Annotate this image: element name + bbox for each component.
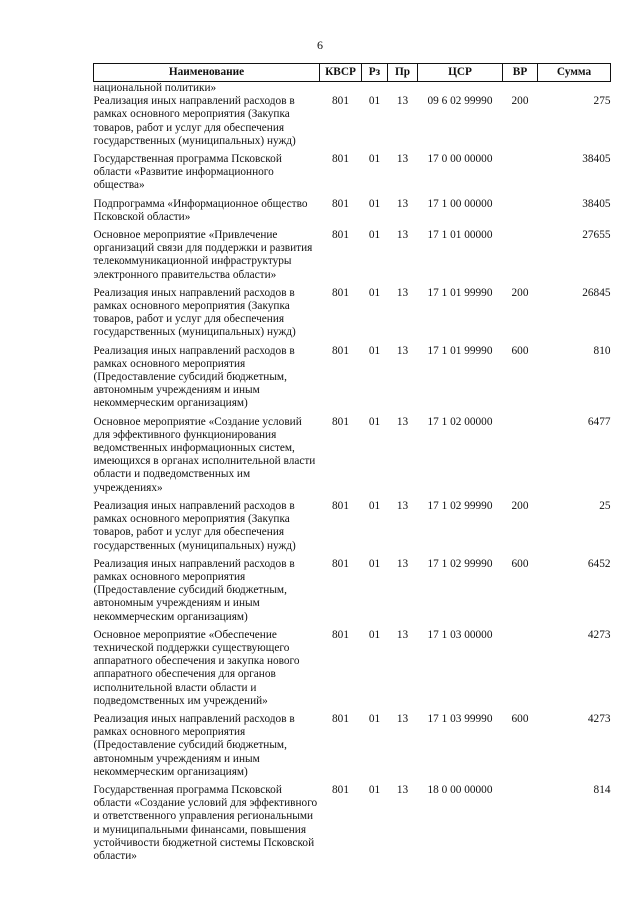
row-name: Основное мероприятие «Создание условий для эффективного функционирования ведомственных информационных систем, имеющихся в органах исполнительной власти области и подведомственных им учреждениях» (93, 415, 316, 494)
row-name: Реализация иных направлений расходов в рамках основного мероприятия (Закупка товаров, работ и услуг для обеспечения государственных (муниципальных) нужд) (93, 499, 296, 552)
row-name: Реализация иных направлений расходов в рамках основного мероприятия (Предоставление субсидий бюджетным, автономным учреждениям и иным некоммерческим организациям) (93, 712, 295, 778)
row-sum: 38405 (582, 197, 611, 210)
page-number: 6 (317, 38, 323, 52)
table-row (94, 713, 611, 784)
row-pr: 13 (396, 344, 409, 357)
row-pr: 13 (396, 95, 409, 108)
row-rz: 01 (368, 557, 381, 570)
row-csr (418, 82, 503, 96)
row-csr: 17 1 02 99990 (427, 557, 493, 570)
row-vr: 600 (511, 557, 529, 570)
row-sum: 814 (593, 783, 611, 796)
row-vr: 600 (511, 712, 529, 725)
row-csr: 17 1 01 00000 (427, 229, 493, 242)
budget-table (93, 63, 611, 868)
header-name: Наименование (94, 64, 320, 82)
row-vr: 200 (511, 95, 529, 108)
row-rz: 01 (368, 712, 381, 725)
row-sum: 4273 (587, 712, 611, 725)
row-name: Реализация иных направлений расходов в рамках основного мероприятия (Предоставление субсидий бюджетным, автономным учреждениям и иным некоммерческим организациям) (93, 344, 295, 410)
row-csr: 17 0 00 00000 (427, 153, 493, 166)
row-sum: 25 (599, 499, 611, 512)
table-row (94, 784, 611, 868)
row-sum: 6477 (587, 415, 611, 428)
row-rz: 01 (368, 95, 381, 108)
row-kvsr: 801 (332, 286, 349, 299)
row-name: Основное мероприятие «Привлечение организаций связи для поддержки и развития телекоммуникационной инфраструктуры электронного правительства области» (93, 229, 313, 281)
table-row (94, 229, 611, 287)
row-kvsr: 801 (332, 153, 349, 166)
row-name: Реализация иных направлений расходов в рамках основного мероприятия (Закупка товаров, работ и услуг для обеспечения государственных (муниципальных) нужд) (93, 95, 296, 147)
row-vr (503, 153, 538, 198)
row-name: Государственная программа Псковской области «Развитие информационного общества» (93, 153, 282, 192)
row-csr: 17 1 03 99990 (427, 712, 493, 725)
table-row (94, 558, 611, 629)
row-pr: 13 (396, 415, 409, 428)
row-pr: 13 (396, 712, 409, 725)
row-rz: 01 (368, 286, 381, 299)
row-csr: 17 1 00 00000 (427, 197, 493, 210)
row-vr (503, 629, 538, 713)
row-pr: 13 (396, 783, 409, 796)
row-rz: 01 (368, 415, 381, 428)
row-vr: 600 (511, 344, 529, 357)
row-name: национальной политики» (93, 82, 217, 94)
row-kvsr: 801 (332, 628, 349, 641)
row-kvsr: 801 (332, 415, 349, 428)
row-rz (362, 82, 388, 96)
row-kvsr: 801 (332, 499, 349, 512)
row-name: Реализация иных направлений расходов в рамках основного мероприятия (Закупка товаров, работ и услуг для обеспечения государственных (муниципальных) нужд) (93, 286, 296, 339)
row-csr: 17 1 02 99990 (427, 499, 493, 512)
row-kvsr (320, 82, 362, 96)
row-csr: 09 6 02 99990 (427, 95, 493, 108)
header-pr: Пр (388, 64, 418, 82)
table-header-row (94, 64, 611, 82)
table-row (94, 82, 611, 96)
header-sum: Сумма (538, 64, 611, 82)
row-vr: 200 (511, 286, 529, 299)
row-vr (503, 198, 538, 229)
header-kvsr: КВСР (320, 64, 362, 82)
table-row (94, 416, 611, 500)
row-kvsr: 801 (332, 557, 349, 570)
row-csr: 17 1 01 99990 (427, 344, 493, 357)
row-pr: 13 (396, 286, 409, 299)
header-vr: ВР (503, 64, 538, 82)
row-kvsr: 801 (332, 95, 349, 108)
row-pr: 13 (396, 557, 409, 570)
row-pr: 13 (396, 197, 409, 210)
row-sum: 38405 (582, 153, 611, 166)
row-vr (503, 416, 538, 500)
row-pr: 13 (396, 499, 409, 512)
row-pr (388, 82, 418, 96)
row-csr: 17 1 02 00000 (427, 415, 493, 428)
row-kvsr: 801 (332, 712, 349, 725)
table-row (94, 345, 611, 416)
row-rz: 01 (368, 197, 381, 210)
row-csr: 18 0 00 00000 (427, 783, 493, 796)
row-vr (503, 229, 538, 287)
row-csr: 17 1 01 99990 (427, 286, 493, 299)
row-pr: 13 (396, 628, 409, 641)
row-vr: 200 (511, 499, 529, 512)
header-rz: Рз (362, 64, 388, 82)
table-row (94, 287, 611, 345)
row-kvsr: 801 (332, 344, 349, 357)
table-row (94, 500, 611, 558)
row-sum (538, 82, 611, 96)
row-rz: 01 (368, 344, 381, 357)
row-name: Государственная программа Псковской области «Создание условий для эффективного и ответственного управления региональными и муниципальными финансами, повышения устойчивости бюджетной системы Псковской области» (93, 783, 318, 862)
table-row (94, 198, 611, 229)
table-row (94, 629, 611, 713)
row-rz: 01 (368, 628, 381, 641)
row-kvsr: 801 (332, 197, 349, 210)
row-sum: 810 (593, 344, 611, 357)
row-pr: 13 (396, 153, 409, 166)
row-sum: 26845 (582, 286, 611, 299)
row-sum: 6452 (587, 557, 611, 570)
row-sum: 4273 (587, 628, 611, 641)
row-pr: 13 (396, 229, 409, 242)
table-row (94, 153, 611, 198)
row-csr: 17 1 03 00000 (427, 628, 493, 641)
row-name: Подпрограмма «Информационное общество Псковской области» (93, 197, 308, 223)
row-rz: 01 (368, 153, 381, 166)
row-sum: 275 (593, 95, 611, 108)
row-rz: 01 (368, 783, 381, 796)
row-rz: 01 (368, 499, 381, 512)
row-name: Реализация иных направлений расходов в рамках основного мероприятия (Предоставление субсидий бюджетным, автономным учреждениям и иным некоммерческим организациям) (93, 557, 295, 623)
row-vr (503, 82, 538, 96)
table-row (94, 95, 611, 153)
row-rz: 01 (368, 229, 381, 242)
row-sum: 27655 (582, 229, 611, 242)
row-vr (503, 784, 538, 868)
row-name: Основное мероприятие «Обеспечение технической поддержки существующего аппаратного обеспечения и закупка нового аппаратного обеспечения для органов исполнительной власти области и подведомственных им учреждений» (93, 628, 300, 707)
row-kvsr: 801 (332, 783, 349, 796)
row-kvsr: 801 (332, 229, 349, 242)
header-csr: ЦСР (418, 64, 503, 82)
